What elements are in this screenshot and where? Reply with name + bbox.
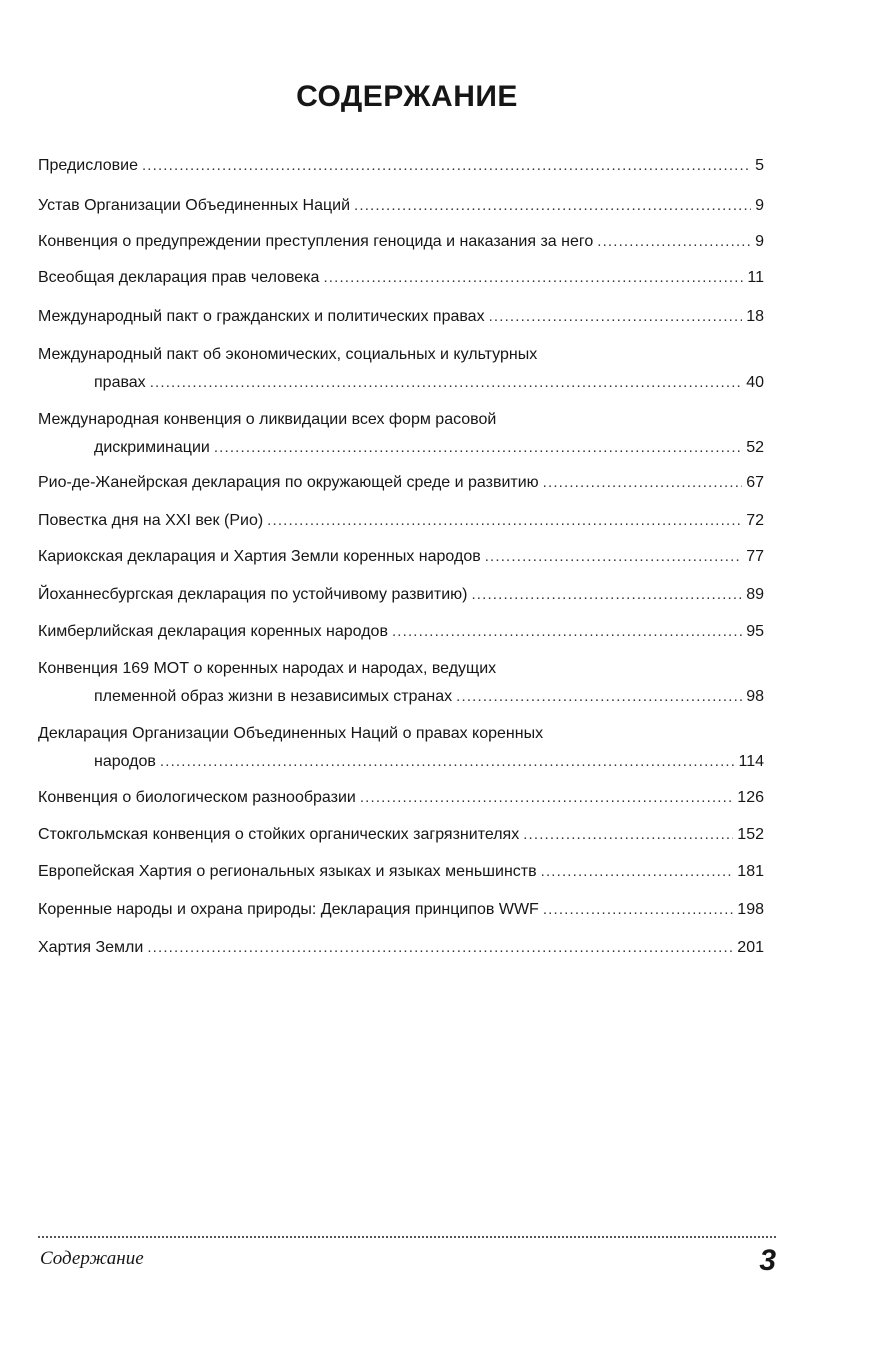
toc-entry-page: 201 [737, 939, 764, 956]
toc-entry[interactable] [38, 585, 764, 605]
toc-entry[interactable] [38, 410, 764, 458]
toc-entry-title-cont: племенной образ жизни в независимых странах [94, 688, 453, 705]
toc-entry[interactable] [38, 307, 764, 327]
toc-entry-page: 5 [755, 157, 764, 174]
dot-leader [456, 687, 742, 707]
toc-entry-title: Йоханнесбургская декларация по устойчивому развитию) [38, 586, 468, 603]
dot-leader [150, 373, 743, 393]
toc-entry[interactable] [38, 825, 764, 845]
toc-entry-title: Международный пакт о гражданских и политических правах [38, 308, 485, 325]
toc-entry-page: 89 [746, 586, 764, 603]
toc-entry-title-cont: правах [94, 374, 146, 391]
dot-leader [267, 511, 742, 531]
toc-entry-page: 9 [755, 233, 764, 250]
dot-leader [471, 585, 742, 605]
toc-entry-page: 77 [746, 548, 764, 565]
toc-entry[interactable] [38, 622, 764, 642]
toc-entry-page: 67 [746, 474, 764, 491]
footer-divider [38, 1236, 776, 1238]
toc-entry-page: 72 [746, 512, 764, 529]
toc-entry[interactable] [38, 511, 764, 531]
toc-entry-page: 40 [746, 374, 764, 391]
toc-entry-title: Декларация Организации Объединенных Наций о правах коренных [38, 725, 544, 742]
dot-leader [543, 900, 733, 920]
toc-entry-title: Международная конвенция о ликвидации всех форм расовой [38, 411, 497, 428]
toc-entry-title: Кариокская декларация и Хартия Земли коренных народов [38, 548, 481, 565]
toc-entry-title: Кимберлийская декларация коренных народов [38, 623, 388, 640]
page-number: 3 [759, 1244, 776, 1277]
toc-entry-title: Устав Организации Объединенных Наций [38, 197, 351, 214]
toc-entry[interactable] [38, 862, 764, 882]
dot-leader [323, 268, 743, 288]
toc-entry[interactable] [38, 156, 764, 176]
toc-entry-page: 126 [737, 789, 764, 806]
toc-entry-page: 114 [738, 753, 764, 770]
toc-entry[interactable] [38, 724, 764, 772]
toc-entry-page: 9 [755, 197, 764, 214]
toc-entry[interactable] [38, 938, 764, 958]
toc-entry-page: 11 [747, 269, 764, 286]
toc-entry[interactable] [38, 547, 764, 567]
toc-entry-page: 98 [746, 688, 764, 705]
toc-entry-title: Хартия Земли [38, 939, 144, 956]
toc-entry[interactable] [38, 232, 764, 252]
dot-leader [523, 825, 733, 845]
running-footer-title: Содержание [40, 1248, 144, 1269]
toc-entry[interactable] [38, 900, 764, 920]
toc-entry-title: Конвенция о биологическом разнообразии [38, 789, 356, 806]
toc-entry-page: 52 [746, 439, 764, 456]
toc-entry[interactable] [38, 788, 764, 808]
toc-entry-title: Европейская Хартия о региональных языках и языках меньшинств [38, 863, 537, 880]
toc-entry[interactable] [38, 659, 764, 707]
toc-entry-title: Рио-де-Жанейрская декларация по окружающей среде и развитию [38, 474, 539, 491]
dot-leader [142, 156, 751, 176]
toc-entry-page: 18 [746, 308, 764, 325]
dot-leader [354, 196, 751, 216]
toc-entry-title: Коренные народы и охрана природы: Декларация принципов WWF [38, 901, 539, 918]
toc-entry-page: 198 [737, 901, 764, 918]
toc-entry-page: 181 [737, 863, 764, 880]
toc-entry[interactable] [38, 196, 764, 216]
dot-leader [489, 307, 743, 327]
toc-entry-title: Международный пакт об экономических, социальных и культурных [38, 346, 538, 363]
dot-leader [360, 788, 733, 808]
dot-leader [541, 862, 734, 882]
toc-entry-title-cont: народов [94, 753, 156, 770]
dot-leader [160, 752, 735, 772]
dot-leader [147, 938, 733, 958]
toc-entry-title: Конвенция 169 МОТ о коренных народах и народах, ведущих [38, 660, 497, 677]
dot-leader [392, 622, 742, 642]
toc-entry-title-cont: дискриминации [94, 439, 210, 456]
toc-entry-page: 152 [737, 826, 764, 843]
toc-entry-title: Предисловие [38, 157, 138, 174]
toc-entry-title: Повестка дня на XXI век (Рио) [38, 512, 264, 529]
toc-entry-page: 95 [746, 623, 764, 640]
page-title: СОДЕРЖАНИЕ [296, 80, 518, 113]
toc-entry[interactable] [38, 345, 764, 393]
dot-leader [543, 473, 743, 493]
dot-leader [214, 438, 742, 458]
toc-entry[interactable] [38, 473, 764, 493]
toc-entry[interactable] [38, 268, 764, 288]
dot-leader [485, 547, 742, 567]
toc-entry-title: Всеобщая декларация прав человека [38, 269, 320, 286]
toc-entry-title: Конвенция о предупреждении преступления геноцида и наказания за него [38, 233, 594, 250]
toc-entry-title: Стокгольмская конвенция о стойких органических загрязнителях [38, 826, 520, 843]
dot-leader [597, 232, 751, 252]
